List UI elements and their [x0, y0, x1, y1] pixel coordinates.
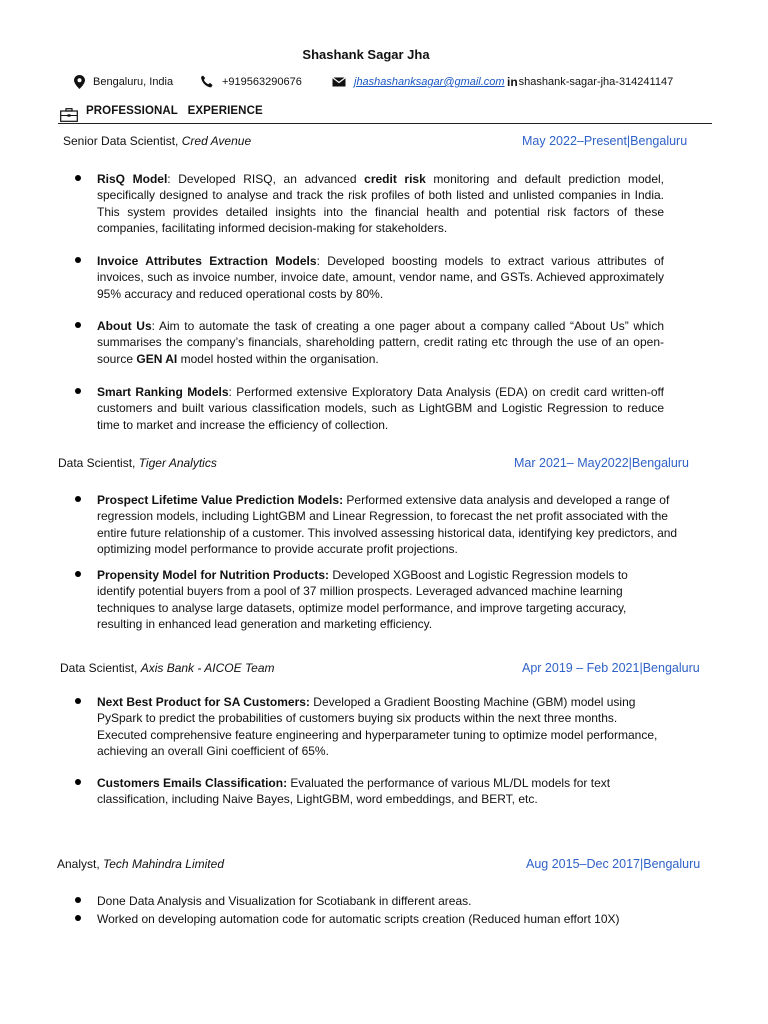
location-contact [74, 73, 173, 91]
bullet-dot [75, 897, 81, 903]
job-dates: Apr 2019 – Feb 2021|Bengaluru [522, 661, 700, 675]
job-company: Axis Bank - AICOE Team [140, 661, 275, 675]
location-text: Bengaluru, India [93, 76, 174, 88]
bullet-dot [75, 496, 81, 502]
linkedin-text[interactable]: shashank-sagar-jha-314241147 [518, 76, 674, 88]
bullet-dot [75, 915, 81, 921]
location-pin-icon [74, 75, 85, 89]
bullet-dot [75, 388, 81, 394]
job-role: Senior Data Scientist, [63, 134, 182, 148]
job-title [63, 134, 251, 148]
job-dates: May 2022–Present|Bengaluru [522, 134, 688, 148]
bullet-item: Customers Emails Classification: Evaluated the performance of various ML/DL models for text classification, including Naive Bayes, LightGBM, word embeddings, and BERT, etc. [97, 776, 611, 807]
bullet-item: RisQ Model: Developed RISQ, an advanced credit risk monitoring and default prediction model, specifically designed to analyse and track the risk profiles of both listed and unlisted companies in India. This system provides detailed insights into the financial health and potential risk factors of these companies, facilitating informed decision-making for stakeholders. [97, 172, 664, 235]
job-title [58, 456, 217, 470]
bullet-dot [75, 322, 81, 328]
email-contact [332, 73, 505, 91]
bullet-dot [75, 175, 81, 181]
job-dates: Aug 2015–Dec 2017|Bengaluru [526, 857, 701, 871]
bullet-item: Smart Ranking Models: Performed extensive Exploratory Data Analysis (EDA) on credit card written-off customers and built various classification models, such as LightGBM and Logistic Regression to reduce time to market and increase the efficiency of collection. [97, 385, 664, 432]
briefcase-icon [60, 108, 78, 122]
job-role: Analyst, [57, 857, 104, 871]
job-title [60, 661, 275, 675]
bullet-dot [75, 698, 81, 704]
job-role: Data Scientist, [58, 456, 139, 470]
candidate-name: Shashank Sagar Jha [302, 47, 430, 62]
job-title [57, 857, 224, 871]
bullet-item: Prospect Lifetime Value Prediction Models: Performed extensive data analysis and developed a range of regression models, including LightGBM and Linear Regression, to forecast the net profit associated with the entire future relationship of a customer. This involved assessing historical data, identifying key predictors, and optimizing model performance to provide accurate profit projections. [97, 493, 678, 556]
bullet-item: Done Data Analysis and Visualization for Scotiabank in different areas. [97, 894, 472, 908]
linkedin-contact [507, 73, 673, 91]
email-link[interactable]: jhashashanksagar@gmail.com [354, 76, 505, 88]
linkedin-icon: in [507, 75, 518, 89]
bullet-item: Worked on developing automation code for automatic scripts creation (Reduced human effort 10X) [97, 912, 620, 926]
job-company: Cred Avenue [181, 134, 252, 148]
job-role: Data Scientist, [60, 661, 141, 675]
bullet-item: Next Best Product for SA Customers: Developed a Gradient Boosting Machine (GBM) model using PySpark to predict the probabilities of customers buying six products within the next three months. Executed comprehensive feature engineering and hyperparameter tuning to optimize model performance, achieving an overall Gini coefficient of 65%. [97, 695, 658, 758]
bullet-item: Invoice Attributes Extraction Models: Developed boosting models to extract various attributes of invoices, such as invoice number, invoice date, amount, vendor name, and GSTs. Achieved approximately 95% accuracy and reduced operational costs by 80%. [97, 254, 664, 301]
job-company: Tiger Analytics [138, 456, 217, 470]
phone-contact [200, 73, 302, 91]
bullet-item: About Us: Aim to automate the task of creating a one pager about a company called “About Us” which summarises the company’s financials, shareholding pattern, credit rating etc through the use of an open-source GEN AI model hosted within the organisation. [97, 319, 665, 366]
section-title: PROFESSIONAL EXPERIENCE [86, 105, 263, 117]
email-icon [332, 77, 346, 87]
bullet-dot [75, 257, 81, 263]
bullet-dot [75, 779, 81, 785]
job-company: Tech Mahindra Limited [103, 857, 224, 871]
job-dates: Mar 2021– May2022|Bengaluru [514, 456, 689, 470]
phone-text: +919563290676 [222, 76, 302, 88]
bullet-dot [75, 571, 81, 577]
section-header [58, 103, 712, 124]
phone-icon [200, 75, 214, 89]
bullet-item: Propensity Model for Nutrition Products: Developed XGBoost and Logistic Regression models to identify potential buyers from a pool of 37 million prospects. Leveraged advanced machine learning techniques to analyse large datasets, optimize model performance, and improve targeting accuracy, resulting in enhanced lead generation and marketing efficiency. [97, 568, 628, 631]
